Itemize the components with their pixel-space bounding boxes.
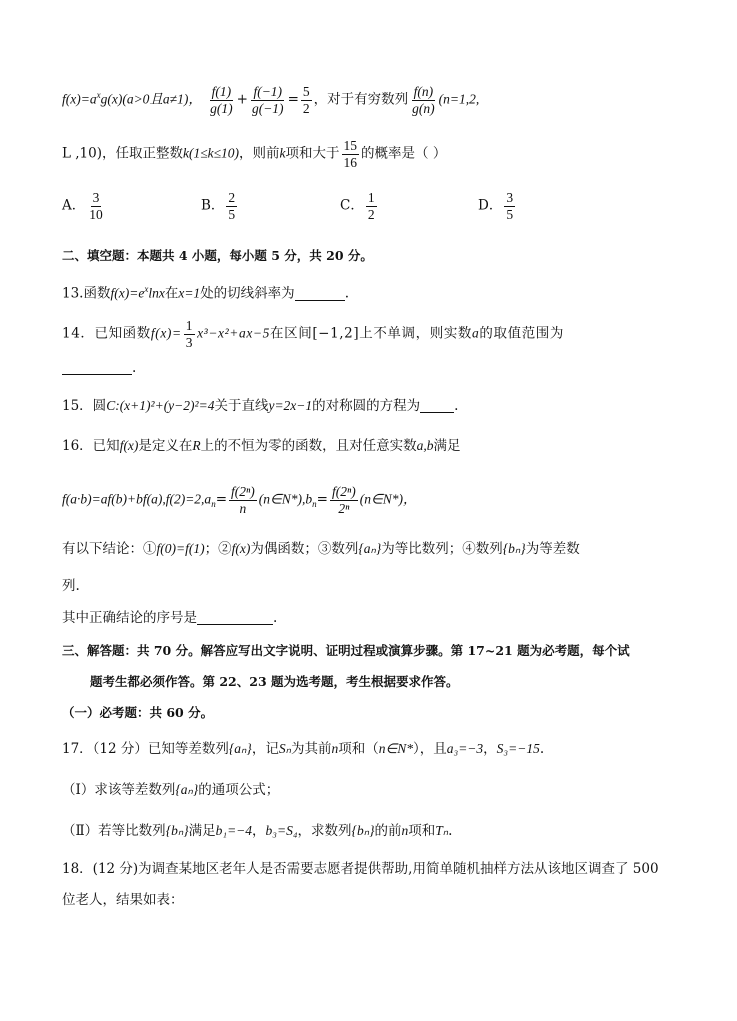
q17-part2-f: 项和	[408, 823, 436, 839]
q16-ask	[62, 610, 277, 626]
q13-expr: f(x)=e	[110, 285, 145, 301]
q16-c2b: 为偶函数；③数列	[250, 541, 359, 557]
q16-eq2-sub: n	[312, 499, 317, 510]
option-d	[478, 190, 517, 222]
q16-eq1-b: =	[215, 491, 227, 508]
option-frac	[366, 190, 377, 222]
q14-suffix: 上不单调，则实数	[359, 325, 473, 342]
q16-eq1: f(a·b)=af(b)+bf(a),f(2)=2,a	[62, 491, 212, 507]
frac-num: 3	[92, 190, 100, 205]
section-3-sub: （一）必考题：共 60 分。	[62, 705, 214, 720]
q17-part2-b: 满足	[188, 823, 216, 839]
q14-line2	[62, 360, 136, 376]
q17-part2-end: .	[448, 823, 453, 839]
q15	[62, 398, 458, 414]
q14-frac	[184, 318, 195, 350]
q14-expr: f(x)=	[150, 325, 182, 341]
q17-t3: 项和（	[338, 741, 379, 757]
q16-answer-blank[interactable]	[197, 610, 273, 625]
q12-line2-c: 项和大于	[285, 145, 340, 162]
q17-part2-b1: b₁=−4	[215, 823, 253, 838]
q17-Sn: Sₙ	[278, 741, 291, 756]
q13-expr2: lnx	[148, 285, 165, 301]
q14-interval: [−1,2]	[312, 325, 360, 342]
q14-a: a	[472, 325, 480, 341]
q14-expr2: x³−x²+ax−5	[197, 325, 270, 341]
q17-part2-b3: b₃=S₄	[265, 823, 298, 838]
section-3-line2: 题考生都必须作答。第 22、23 题为选考题，考生根据要求作答。	[90, 674, 459, 689]
q17-part1	[62, 782, 279, 798]
q17-a3: a₃=−3	[446, 741, 484, 756]
q16-c3: {aₙ}	[358, 541, 382, 556]
frac-den: 2	[302, 100, 310, 116]
frac-den: g(1)	[210, 100, 233, 116]
q14-end: .	[132, 360, 137, 376]
frac-num: f(2ⁿ)	[331, 484, 356, 499]
q13-prefix: 13.函数	[62, 285, 111, 302]
q12-frac2	[250, 84, 286, 116]
q12-sup: x	[96, 90, 101, 101]
q16-eq2-b: =	[316, 491, 328, 508]
q15-expr2: y=2x−1	[268, 398, 313, 413]
q16-ask-text: 其中正确结论的序号是	[62, 610, 197, 626]
q16-c1b: ；②	[204, 541, 232, 557]
eq: =	[287, 91, 299, 108]
option-frac	[504, 190, 515, 222]
q17-part2-d: ，求数列	[297, 823, 352, 839]
option-label: B．	[201, 197, 225, 214]
q16-ab: a,b	[416, 438, 434, 453]
q12-line1	[62, 84, 479, 116]
q17-part2-c: ，	[252, 823, 266, 839]
q18-line1: 18．(12 分)为调查某地区老年人是否需要志愿者提供帮助,用简单随机抽样方法从该地区调查了 500	[62, 861, 659, 877]
option-a	[62, 190, 107, 222]
option-frac	[87, 190, 105, 222]
frac-den: g(−1)	[251, 100, 284, 116]
frac-num: 1	[367, 190, 375, 205]
q14	[62, 318, 564, 350]
q16-fracB	[330, 484, 358, 516]
frac-num: f(−1)	[253, 84, 283, 99]
frac-den: g(n)	[412, 100, 435, 116]
q14-answer-blank[interactable]	[62, 360, 132, 375]
frac-num: 1	[185, 318, 194, 333]
q14-prefix: 14．已知函数	[62, 325, 151, 342]
q16-ask-end: .	[273, 610, 278, 626]
q16-line1	[62, 438, 461, 454]
q12-text-a: ，对于有穷数列	[313, 91, 409, 108]
q17-part2-bn: {bₙ}	[165, 823, 189, 838]
q16-eq3: (n∈N*)，	[359, 491, 417, 507]
frac-den: 3	[185, 334, 194, 350]
q17-part1-b: 的通项公式；	[198, 782, 280, 798]
frac-den: 2	[367, 206, 375, 222]
q17-n: n	[331, 741, 339, 756]
section-2-heading: 二、填空题：本题共 4 小题，每小题 5 分，共 20 分。	[62, 248, 373, 263]
frac-num: 3	[506, 190, 514, 205]
q17-part2	[62, 823, 452, 839]
q15-answer-blank[interactable]	[420, 398, 454, 413]
q17-part2-e: 的前	[374, 823, 402, 839]
frac-num: 5	[302, 84, 310, 99]
q12-line2-b: ，则前	[239, 145, 280, 162]
q16-R: R	[192, 438, 201, 453]
q12-line2	[62, 138, 446, 170]
q17-t1: ，记	[251, 741, 279, 757]
q16-c1: f(0)=f(1)	[156, 541, 205, 556]
q12-rest: g(x)(a>0且a≠1)，	[100, 91, 202, 107]
frac-num: f(n)	[413, 84, 434, 99]
q16-c4b: 为等差数	[525, 541, 580, 557]
q12-frac1	[208, 84, 235, 116]
q17-part1-a: （Ⅰ）求该等差数列	[62, 782, 176, 798]
frac-den: 5	[506, 206, 514, 222]
q16-conclusions	[62, 541, 580, 557]
q12-frac3	[301, 84, 312, 116]
q16-t1: 是定义在	[138, 438, 193, 454]
q14-mid: 在区间	[270, 325, 313, 342]
q12-func: f(x)=a	[62, 91, 97, 107]
frac-den: n	[239, 500, 247, 516]
option-b	[201, 190, 239, 222]
q16-fracA	[229, 484, 257, 516]
q17-an: {aₙ}	[228, 741, 252, 756]
q16-concl-line2: 列.	[62, 578, 80, 594]
q13	[62, 284, 349, 302]
q12-frac5	[342, 138, 360, 170]
q16-c2: f(x)	[231, 541, 251, 556]
q17-t5: ，	[483, 741, 497, 757]
q17-S3: S₃=−15	[496, 741, 540, 756]
q17-cond: n∈N*	[378, 741, 413, 756]
q13-expr3: x=1	[178, 285, 201, 301]
q12-line2-d: 的概率是（ ）	[361, 145, 447, 162]
q16-equation	[62, 484, 416, 516]
q17-prefix: 17．（12 分）已知等差数列	[62, 741, 229, 757]
q13-sup: x	[144, 284, 149, 294]
q13-mid: 在	[164, 285, 179, 302]
q14-suffix2: 的取值范围为	[479, 325, 565, 342]
frac-num: f(1)	[211, 84, 232, 99]
frac-num: 15	[343, 138, 358, 153]
q17-t4: ），且	[413, 741, 447, 757]
q16-fx: f(x)	[119, 438, 139, 453]
frac-num: f(2ⁿ)	[231, 484, 255, 499]
option-label: A．	[62, 197, 86, 214]
frac-num: 2	[228, 190, 236, 205]
plus: +	[236, 91, 248, 108]
option-c	[340, 190, 379, 222]
q17-part2-n: n	[401, 823, 409, 838]
q16-prefix: 16．已知	[62, 438, 120, 454]
section-3-line1: 三、解答题：共 70 分。解答应写出文字说明、证明过程或演算步骤。第 17~21 题为必考题，每个试	[62, 643, 630, 658]
q16-eq2: (n∈N*),b	[258, 491, 313, 507]
q15-suffix: 的对称圆的方程为	[312, 398, 421, 414]
option-label: D．	[478, 197, 503, 214]
q15-expr: C:(x+1)²+(y−2)²=4	[106, 398, 215, 413]
q12-line2-a: L ,10)，任取正整数	[62, 145, 183, 162]
q16-concl-prefix: 有以下结论：①	[62, 541, 157, 557]
q15-prefix: 15．圆	[62, 398, 107, 414]
q16-t3: 满足	[433, 438, 461, 454]
option-frac	[226, 190, 237, 222]
frac-den: 10	[89, 206, 103, 222]
q15-end: .	[454, 398, 459, 414]
q16-t2: 上的不恒为零的函数，且对任意实数	[200, 438, 417, 454]
q16-c4: {bₙ}	[502, 541, 526, 556]
frac-den: 2ⁿ	[338, 500, 350, 516]
q17-part2-bn2: {bₙ}	[351, 823, 375, 838]
frac-den: 5	[228, 206, 236, 222]
q12-line2-k2: k	[279, 145, 286, 161]
q13-end: .	[344, 285, 349, 302]
q12-text-b: (n=1,2,	[438, 91, 480, 107]
q13-suffix: 处的切线斜率为	[200, 285, 295, 302]
q15-mid: 关于直线	[214, 398, 269, 414]
q12-line2-k: k(1≤k≤10)	[183, 145, 240, 161]
q17-end: .	[539, 741, 545, 757]
q16-eq1-sub: n	[211, 499, 216, 510]
q13-answer-blank[interactable]	[295, 286, 345, 301]
q18-line2: 位老人，结果如表：	[62, 892, 184, 908]
q17-t2: 为其前	[290, 741, 332, 757]
q17-part2-Tn: Tₙ	[435, 823, 449, 838]
q17-part2-a: （Ⅱ）若等比数列	[62, 823, 166, 839]
frac-den: 16	[343, 154, 358, 170]
q17-part1-an: {aₙ}	[175, 782, 199, 797]
q12-frac4	[410, 84, 437, 116]
option-label: C．	[340, 197, 364, 214]
q17	[62, 741, 544, 757]
q16-c3b: 为等比数列；④数列	[381, 541, 503, 557]
